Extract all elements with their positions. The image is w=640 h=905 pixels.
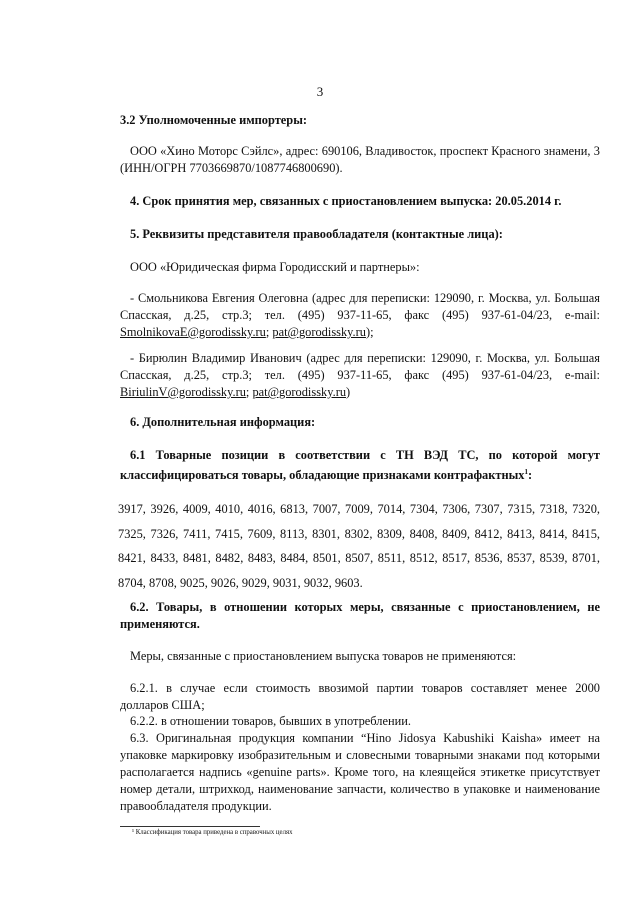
footnote: ¹ Классификация товара приведена в справочных целях [132, 829, 293, 836]
section-3-2-text: ООО «Хино Моторс Сэйлс», адрес: 690106, Владивосток, проспект Красного знамени, 3 (ИНН/ОГРН 7703669870/1087746800690). [120, 144, 600, 175]
contact-1-sep: ; [265, 325, 273, 339]
contact-1-email-link[interactable]: SmolnikovaE@gorodissky.ru [120, 325, 266, 339]
contact-2-end: ) [346, 385, 351, 399]
contact-1-pat-email-link[interactable]: pat@gorodissky.ru [272, 325, 366, 339]
section-6-1-heading [120, 447, 600, 484]
section-6-2-1: 6.2.1. в случае если стоимость ввозимой партии товаров составляет менее 2000 долларов США; [120, 681, 600, 712]
section-6-1-heading-text: 6.1 Товарные позиции в соответствии с ТН ВЭД ТС, по которой могут классифицироваться товары, обладающие признаками контрафактных [120, 448, 600, 483]
contact-biriulin [120, 350, 600, 401]
tnved-codes-list: 3917, 3926, 4009, 4010, 4016, 6813, 7007, 7009, 7014, 7304, 7306, 7307, 7315, 7318, 7320, 7325, 7326, 7411, 7415, 7609, 8113, 8301, 8302, 8309, 8408, 8409, 8412, 8413, 8414, 8415, 8421, 8433, 8481, 8482, 8483, 8484, 8501, 8507, 8511, 8512, 8517, 8536, 8537, 8539, 8701, 8704, 8708, 9025, 9026, 9029, 9031, 9032, 9603. [118, 502, 600, 590]
contact-1-end: ); [365, 325, 374, 339]
contact-2-sep: ; [245, 385, 253, 399]
contact-2-text: - Бирюлин Владимир Иванович (адрес для переписки: 129090, г. Москва, ул. Большая Спасская, д.25, стр.3; тел. (495) 937-11-65, факс (495) 937-61-04/23, e-mail: [120, 351, 600, 382]
section-3-2-heading: 3.2 Уполномоченные импортеры: [120, 113, 307, 127]
section-6-heading: 6. Дополнительная информация: [130, 415, 316, 429]
section-6-2-text: Меры, связанные с приостановлением выпуска товаров не применяются: [130, 649, 517, 663]
section-6-3: 6.3. Оригинальная продукция компании “Hino Jidosya Kabushiki Kaisha» имеет на упаковке маркировку изобразительным и словесными товарными знаками под которыми располагается надпись «genuine parts». Кроме того, на клеящейся этикетке присутствует номер детали, штрихкод, наименование запчасти, количество в упаковке и наименование правообладателя продукции. [120, 731, 600, 813]
section-6-1-colon: : [527, 468, 533, 483]
footnote-mark: 1 [524, 468, 528, 476]
section-5-heading: 5. Реквизиты представителя правообладателя (контактные лица): [130, 227, 503, 241]
contact-1-text: - Смольникова Евгения Олеговна (адрес для переписки: 129090, г. Москва, ул. Большая Спасская, д.25, стр.3; тел. (495) 937-11-65, факс (495) 937-61-04/23, e-mail: [120, 291, 600, 322]
contact-2-pat-email-link[interactable]: pat@gorodissky.ru [252, 385, 347, 399]
section-4-text: 4. Срок принятия мер, связанных с приостановлением выпуска: 20.05.2014 г. [130, 194, 562, 208]
footnote-divider [120, 826, 260, 827]
section-6-2-heading: 6.2. Товары, в отношении которых меры, связанные с приостановлением, не применяются. [120, 600, 600, 631]
contact-2-email-link[interactable]: BiriulinV@gorodissky.ru [120, 385, 246, 399]
contact-smolnikova [120, 290, 600, 341]
section-6-2-2: 6.2.2. в отношении товаров, бывших в употреблении. [130, 714, 411, 728]
page-number: 3 [316, 84, 324, 99]
section-5-firm: ООО «Юридическая фирма Городисский и партнеры»: [130, 260, 420, 274]
